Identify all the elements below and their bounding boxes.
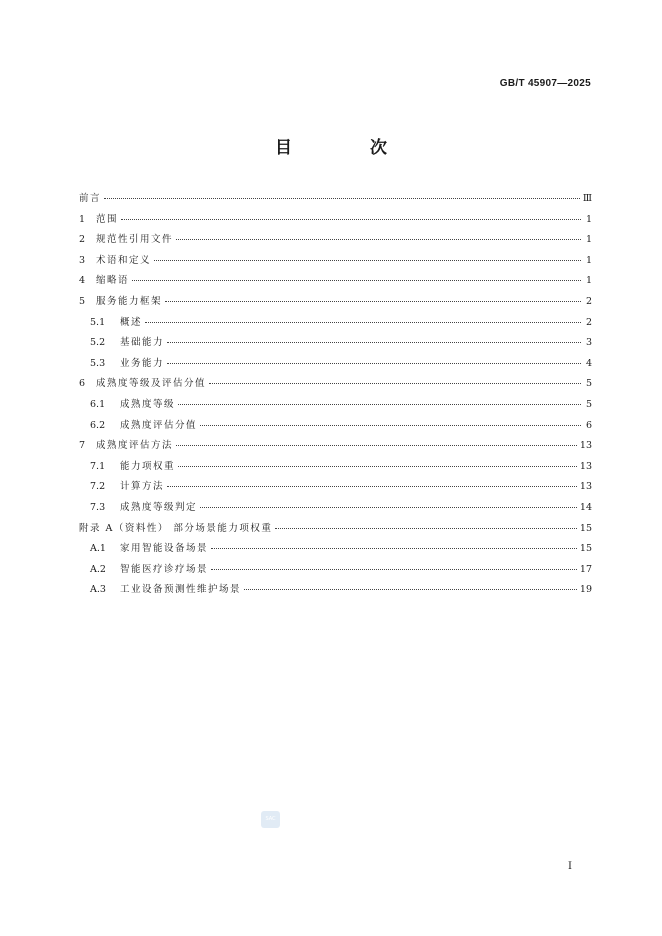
toc-entry-page: 6 xyxy=(585,419,592,431)
toc-entry-label: 前言 xyxy=(79,193,102,204)
toc-entry-page: 5 xyxy=(585,398,592,410)
toc-entry-label: 家用智能设备场景 xyxy=(120,543,209,555)
toc-entry[interactable] xyxy=(79,437,592,458)
toc-entry-page: 17 xyxy=(579,563,592,575)
toc-dot-leader xyxy=(154,260,581,261)
toc-title: 目 次 xyxy=(275,138,423,158)
toc-entry[interactable] xyxy=(79,190,592,211)
toc-entry-number: 7.2 xyxy=(90,481,106,493)
toc-entry-number: A.3 xyxy=(90,584,106,596)
toc-entry-page: 1 xyxy=(585,254,592,266)
toc-entry-label: 业务能力 xyxy=(120,357,165,369)
toc-entry-number: 5 xyxy=(79,295,86,307)
toc-entry-page: 1 xyxy=(585,213,592,225)
toc-dot-leader xyxy=(167,342,581,343)
toc-entry-number: 6.2 xyxy=(90,419,106,431)
standard-code: GB/T 45907—2025 xyxy=(499,78,591,89)
toc-entry-number: 5.1 xyxy=(90,316,106,328)
toc-entry-number: 1 xyxy=(79,213,86,225)
toc-dot-leader xyxy=(167,486,577,487)
toc-entry-label: 工业设备预测性维护场景 xyxy=(120,584,242,596)
toc-dot-leader xyxy=(104,198,580,199)
toc-entry-page: 1 xyxy=(585,234,592,246)
toc-entry-page: 2 xyxy=(585,316,592,328)
toc-entry-label: 附录 A（资料性） 部分场景能力项权重 xyxy=(79,522,273,534)
toc-dot-leader xyxy=(200,425,581,426)
toc-entry-number: 7.1 xyxy=(90,460,106,472)
toc-entry-label: 范围 xyxy=(96,213,119,225)
toc-entry[interactable] xyxy=(79,314,592,335)
toc-entry[interactable] xyxy=(79,375,592,396)
toc-entry-number: 3 xyxy=(79,254,86,266)
toc-entry[interactable] xyxy=(79,540,592,561)
toc-entry-page: 5 xyxy=(585,378,592,390)
toc-entry[interactable] xyxy=(79,293,592,314)
page-number: I xyxy=(568,861,572,872)
toc-dot-leader xyxy=(145,322,581,323)
toc-entry-label: 成熟度等级判定 xyxy=(120,501,198,513)
toc-dot-leader xyxy=(275,528,577,529)
toc-entry-page: 3 xyxy=(585,337,592,349)
toc-dot-leader xyxy=(209,383,581,384)
toc-entry[interactable] xyxy=(79,211,592,232)
toc-dot-leader xyxy=(178,466,577,467)
toc-entry[interactable] xyxy=(79,561,592,582)
toc-entry-number: 6.1 xyxy=(90,398,106,410)
toc-entry-label: 成熟度评估分值 xyxy=(120,419,198,431)
toc-entry-label: 成熟度等级及评估分值 xyxy=(96,378,207,390)
toc-entry[interactable] xyxy=(79,458,592,479)
toc-entry-label: 服务能力框架 xyxy=(96,295,163,307)
toc-entry[interactable] xyxy=(79,499,592,520)
toc-entry[interactable] xyxy=(79,520,592,541)
toc-dot-leader xyxy=(176,445,577,446)
toc-entry-number: 7 xyxy=(79,440,86,452)
toc-entry-label: 基础能力 xyxy=(120,337,165,349)
toc-entry-number: 7.3 xyxy=(90,501,106,513)
toc-entry-number: 5.2 xyxy=(90,337,106,349)
toc-entry-label: 规范性引用文件 xyxy=(96,234,174,246)
toc-dot-leader xyxy=(211,569,577,570)
toc-entry-label: 计算方法 xyxy=(120,481,165,493)
toc-entry-label: 成熟度等级 xyxy=(120,398,176,410)
toc-entry-page: Ⅲ xyxy=(582,193,592,204)
toc-entry-page: 14 xyxy=(579,501,592,513)
toc-entry-number: A.2 xyxy=(90,563,106,575)
toc-dot-leader xyxy=(178,404,581,405)
toc-entry[interactable] xyxy=(79,252,592,273)
toc-entry-number: 6 xyxy=(79,378,86,390)
toc-entry-page: 15 xyxy=(579,522,592,534)
toc-entry[interactable] xyxy=(79,478,592,499)
toc-entry-label: 成熟度评估方法 xyxy=(96,440,174,452)
toc-entry-number: 5.3 xyxy=(90,357,106,369)
toc-entry-page: 15 xyxy=(579,543,592,555)
toc-entry-number: A.1 xyxy=(90,543,106,555)
toc-entry[interactable] xyxy=(79,355,592,376)
toc-entry-page: 1 xyxy=(585,275,592,287)
toc-entry-number: 4 xyxy=(79,275,86,287)
toc-entry-page: 4 xyxy=(585,357,592,369)
toc-entry-page: 2 xyxy=(585,295,592,307)
toc-entry[interactable] xyxy=(79,272,592,293)
toc-dot-leader xyxy=(176,239,581,240)
toc-dot-leader xyxy=(165,301,581,302)
toc-entry-label: 缩略语 xyxy=(96,275,130,287)
toc-dot-leader xyxy=(132,280,581,281)
toc-entry-label: 概述 xyxy=(120,316,143,328)
toc-dot-leader xyxy=(211,548,577,549)
toc-entry-label: 术语和定义 xyxy=(96,254,152,266)
toc-entry-page: 13 xyxy=(579,460,592,472)
watermark-logo: SAC xyxy=(261,811,280,828)
toc-entry-page: 13 xyxy=(579,440,592,452)
toc-entry[interactable] xyxy=(79,396,592,417)
toc-entry-number: 2 xyxy=(79,234,86,246)
toc-dot-leader xyxy=(121,219,581,220)
toc-entry[interactable] xyxy=(79,417,592,438)
toc-entry[interactable] xyxy=(79,231,592,252)
toc-entry[interactable] xyxy=(79,581,592,602)
toc-entry-page: 19 xyxy=(579,584,592,596)
toc-dot-leader xyxy=(200,507,577,508)
toc-entry-page: 13 xyxy=(579,481,592,493)
table-of-contents xyxy=(79,190,592,602)
toc-dot-leader xyxy=(244,589,577,590)
toc-entry-label: 能力项权重 xyxy=(120,460,176,472)
toc-dot-leader xyxy=(167,363,581,364)
toc-entry-label: 智能医疗诊疗场景 xyxy=(120,563,209,575)
toc-entry[interactable] xyxy=(79,334,592,355)
